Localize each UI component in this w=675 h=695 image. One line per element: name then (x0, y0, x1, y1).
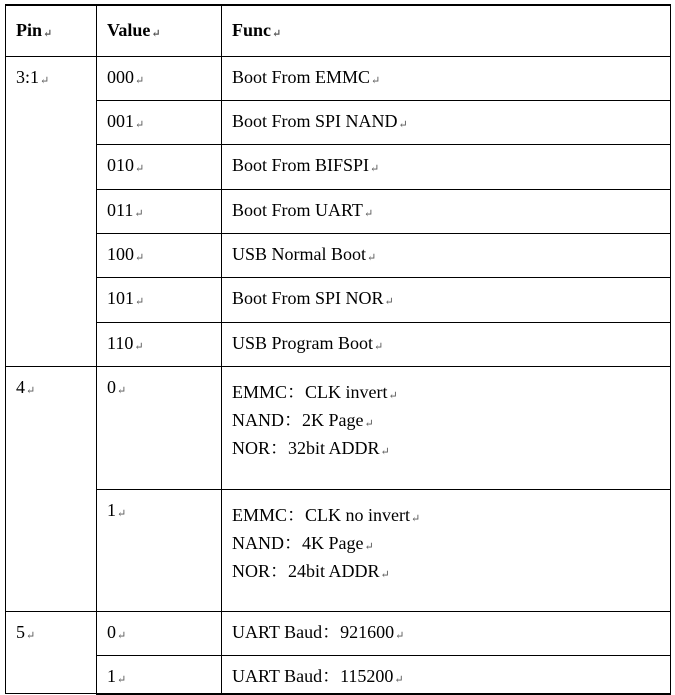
table-row (6, 144, 671, 189)
value-cell: 0↵ (97, 366, 222, 489)
value-cell: 1↵ (97, 489, 222, 611)
table-row (6, 489, 671, 611)
value-cell: 100↵ (97, 233, 222, 277)
func-cell: USB Program Boot↵ (222, 322, 671, 366)
pin-cell: 4↵ (6, 366, 97, 611)
table-row (6, 655, 671, 694)
value-cell: 0↵ (97, 611, 222, 655)
table-row (6, 611, 671, 655)
value-cell: 011↵ (97, 189, 222, 233)
func-cell: Boot From UART↵ (222, 189, 671, 233)
table-row (6, 233, 671, 277)
table-row (6, 366, 671, 489)
func-cell: EMMC：CLK invert↵ NAND：2K Page↵ NOR：32bit ADDR↵ (222, 366, 671, 489)
func-cell: Boot From SPI NOR↵ (222, 277, 671, 322)
header-func: Func↵ (222, 5, 671, 56)
header-pin: Pin↵ (6, 5, 97, 56)
table-row (6, 322, 671, 366)
header-value: Value↵ (97, 5, 222, 56)
pin-cell: 3:1↵ (6, 56, 97, 366)
pin-cell: 5↵ (6, 611, 97, 694)
value-cell: 110↵ (97, 322, 222, 366)
table-row (6, 56, 671, 100)
func-cell: USB Normal Boot↵ (222, 233, 671, 277)
func-cell: Boot From SPI NAND↵ (222, 100, 671, 144)
table-row (6, 189, 671, 233)
value-cell: 101↵ (97, 277, 222, 322)
table-row (6, 100, 671, 144)
value-cell: 001↵ (97, 100, 222, 144)
header-row (6, 5, 671, 56)
func-cell: UART Baud：921600↵ (222, 611, 671, 655)
func-cell: UART Baud：115200↵ (222, 655, 671, 694)
boot-config-table (5, 4, 671, 695)
value-cell: 010↵ (97, 144, 222, 189)
value-cell: 1↵ (97, 655, 222, 694)
value-cell: 000↵ (97, 56, 222, 100)
func-cell: Boot From BIFSPI↵ (222, 144, 671, 189)
func-cell: Boot From EMMC↵ (222, 56, 671, 100)
func-cell: EMMC：CLK no invert↵ NAND：4K Page↵ NOR：24bit ADDR↵ (222, 489, 671, 611)
table-row (6, 277, 671, 322)
